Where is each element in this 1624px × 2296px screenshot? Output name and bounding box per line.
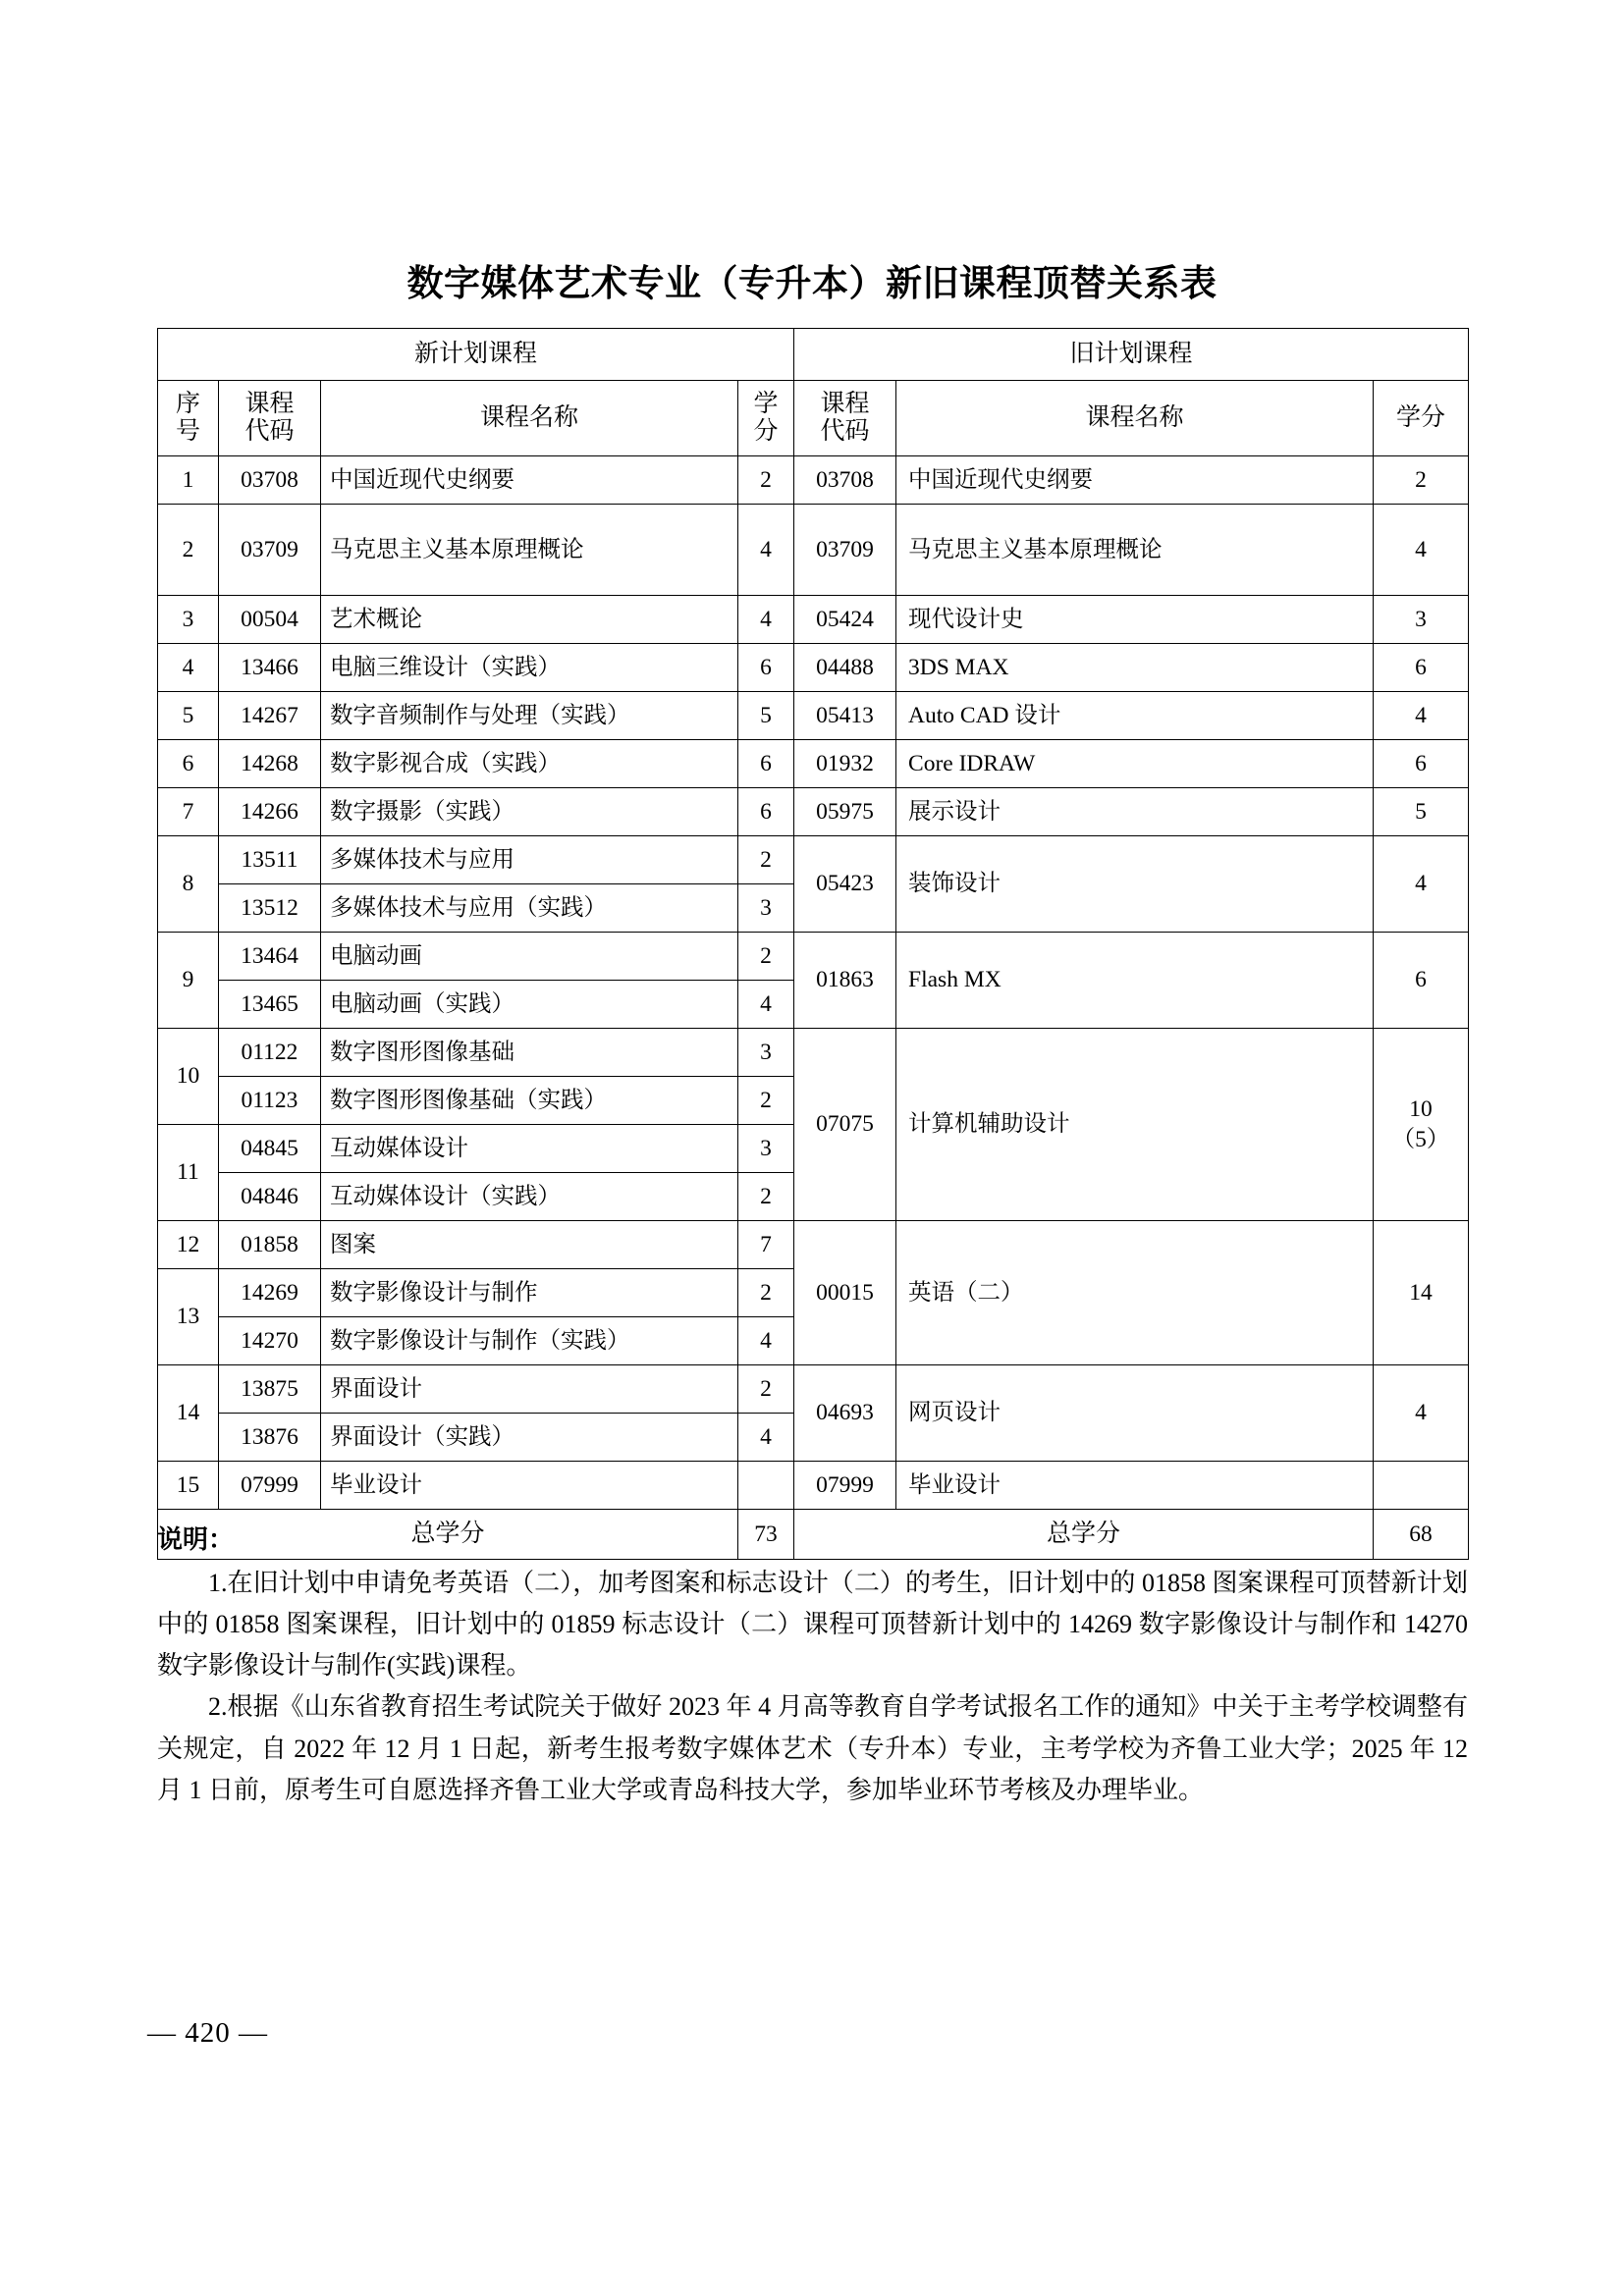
new-course-name: 电脑动画	[321, 933, 738, 981]
new-course-name: 互动媒体设计（实践）	[321, 1173, 738, 1221]
new-course-name: 数字摄影（实践）	[321, 788, 738, 836]
old-course-name: 网页设计	[896, 1365, 1374, 1462]
row-sequence-number: 6	[158, 740, 219, 788]
table-row	[158, 740, 1469, 788]
new-course-code: 13466	[219, 644, 321, 692]
new-course-credit: 2	[738, 456, 794, 505]
old-course-name: 中国近现代史纲要	[896, 456, 1374, 505]
new-course-code: 13876	[219, 1414, 321, 1462]
table-row	[158, 644, 1469, 692]
new-course-credit: 6	[738, 644, 794, 692]
row-sequence-number: 3	[158, 596, 219, 644]
old-course-code: 07999	[794, 1462, 896, 1510]
table-group-header-row	[158, 329, 1469, 381]
new-course-credit: 7	[738, 1221, 794, 1269]
new-course-code: 13464	[219, 933, 321, 981]
row-sequence-number: 13	[158, 1269, 219, 1365]
col-header-seq	[158, 381, 219, 456]
old-course-credit: 4	[1374, 836, 1469, 933]
new-course-code: 04846	[219, 1173, 321, 1221]
col-header-old-code-text: 课程 代码	[820, 391, 870, 445]
table-row	[158, 1365, 1469, 1414]
old-course-code: 05424	[794, 596, 896, 644]
table-row	[158, 836, 1469, 884]
new-course-credit: 4	[738, 1317, 794, 1365]
old-course-credit	[1374, 1462, 1469, 1510]
new-course-name: 艺术概论	[321, 596, 738, 644]
col-header-new-credit-text: 学 分	[753, 391, 779, 445]
new-course-name: 数字图形图像基础	[321, 1029, 738, 1077]
col-header-new-name: 课程名称	[321, 381, 738, 456]
row-sequence-number: 4	[158, 644, 219, 692]
note-item-2: 2.根据《山东省教育招生考试院关于做好 2023 年 4 月高等教育自学考试报名工作的通知》中关于主考学校调整有关规定，自 2022 年 12 月 1 日起，新考生报考数字媒体艺术（专升本）专业，主考学校为齐鲁工业大学；2025 年 12 月 1 日前，原考生可自愿选择齐鲁工业大学或青岛科技大学，参加毕业环节考核及办理毕业。	[157, 1692, 1468, 1804]
new-course-name: 数字影视合成（实践）	[321, 740, 738, 788]
old-course-code: 04488	[794, 644, 896, 692]
old-course-code: 03709	[794, 505, 896, 596]
row-sequence-number: 5	[158, 692, 219, 740]
row-sequence-number: 12	[158, 1221, 219, 1269]
new-course-code: 13875	[219, 1365, 321, 1414]
table-row	[158, 692, 1469, 740]
table-row	[158, 1462, 1469, 1510]
new-course-code: 01123	[219, 1077, 321, 1125]
old-course-credit: 14	[1374, 1221, 1469, 1365]
old-course-name: 现代设计史	[896, 596, 1374, 644]
col-header-old-code	[794, 381, 896, 456]
old-course-credit: 3	[1374, 596, 1469, 644]
row-sequence-number: 2	[158, 505, 219, 596]
table-row	[158, 456, 1469, 505]
old-course-credit: 10 （5）	[1374, 1029, 1469, 1221]
new-course-name: 图案	[321, 1221, 738, 1269]
old-course-name: Core IDRAW	[896, 740, 1374, 788]
group-header-old-plan: 旧计划课程	[794, 329, 1469, 381]
row-sequence-number: 11	[158, 1125, 219, 1221]
new-course-credit: 5	[738, 692, 794, 740]
new-course-code: 14268	[219, 740, 321, 788]
new-course-credit: 4	[738, 596, 794, 644]
old-course-credit: 2	[1374, 456, 1469, 505]
new-course-code: 03708	[219, 456, 321, 505]
new-course-credit: 2	[738, 1365, 794, 1414]
group-header-new-plan: 新计划课程	[158, 329, 794, 381]
new-course-code: 13465	[219, 981, 321, 1029]
new-course-code: 01858	[219, 1221, 321, 1269]
new-course-credit: 2	[738, 1269, 794, 1317]
new-course-code: 07999	[219, 1462, 321, 1510]
col-header-new-credit	[738, 381, 794, 456]
new-course-code: 03709	[219, 505, 321, 596]
new-course-credit	[738, 1462, 794, 1510]
new-course-credit: 3	[738, 1029, 794, 1077]
new-course-name: 数字音频制作与处理（实践）	[321, 692, 738, 740]
course-substitution-table	[157, 328, 1469, 1560]
old-course-credit: 6	[1374, 740, 1469, 788]
new-course-credit: 6	[738, 740, 794, 788]
old-course-credit: 4	[1374, 692, 1469, 740]
new-course-credit: 2	[738, 933, 794, 981]
old-course-name: 3DS MAX	[896, 644, 1374, 692]
table-row	[158, 788, 1469, 836]
old-course-name: 装饰设计	[896, 836, 1374, 933]
old-course-code: 04693	[794, 1365, 896, 1462]
col-header-old-credit-text: 学分	[1396, 404, 1446, 431]
col-header-old-credit	[1374, 381, 1469, 456]
old-course-code: 01863	[794, 933, 896, 1029]
new-course-code: 14269	[219, 1269, 321, 1317]
new-course-code: 01122	[219, 1029, 321, 1077]
table-column-header-row	[158, 381, 1469, 456]
old-course-code: 00015	[794, 1221, 896, 1365]
new-course-credit: 4	[738, 981, 794, 1029]
table-row	[158, 1221, 1469, 1269]
total-new-credit: 73	[738, 1510, 794, 1560]
table-row	[158, 505, 1469, 596]
row-sequence-number: 1	[158, 456, 219, 505]
col-header-new-code-text: 课程 代码	[244, 391, 295, 445]
old-course-credit: 6	[1374, 933, 1469, 1029]
new-course-code: 14266	[219, 788, 321, 836]
new-course-name: 界面设计	[321, 1365, 738, 1414]
new-course-name: 互动媒体设计	[321, 1125, 738, 1173]
new-course-name: 数字影像设计与制作	[321, 1269, 738, 1317]
col-header-old-name: 课程名称	[896, 381, 1374, 456]
old-course-name: 英语（二）	[896, 1221, 1374, 1365]
new-course-name: 数字影像设计与制作（实践）	[321, 1317, 738, 1365]
row-sequence-number: 15	[158, 1462, 219, 1510]
new-course-name: 中国近现代史纲要	[321, 456, 738, 505]
new-course-name: 马克思主义基本原理概论	[321, 505, 738, 596]
new-course-credit: 2	[738, 836, 794, 884]
new-course-credit: 3	[738, 1125, 794, 1173]
new-course-code: 04845	[219, 1125, 321, 1173]
old-course-code: 01932	[794, 740, 896, 788]
old-course-credit: 5	[1374, 788, 1469, 836]
new-course-code: 13512	[219, 884, 321, 933]
old-course-code: 05975	[794, 788, 896, 836]
old-course-name: Flash MX	[896, 933, 1374, 1029]
col-header-new-code	[219, 381, 321, 456]
new-course-credit: 3	[738, 884, 794, 933]
new-course-name: 电脑三维设计（实践）	[321, 644, 738, 692]
total-old-label: 总学分	[794, 1510, 1374, 1560]
new-course-credit: 2	[738, 1077, 794, 1125]
total-old-credit: 68	[1374, 1510, 1469, 1560]
new-course-name: 毕业设计	[321, 1462, 738, 1510]
table-row	[158, 596, 1469, 644]
row-sequence-number: 10	[158, 1029, 219, 1125]
row-sequence-number: 7	[158, 788, 219, 836]
old-course-credit: 4	[1374, 1365, 1469, 1462]
new-course-code: 00504	[219, 596, 321, 644]
new-course-credit: 6	[738, 788, 794, 836]
new-course-name: 数字图形图像基础（实践）	[321, 1077, 738, 1125]
old-course-code: 05413	[794, 692, 896, 740]
new-course-code: 14267	[219, 692, 321, 740]
old-course-code: 03708	[794, 456, 896, 505]
new-course-name: 多媒体技术与应用（实践）	[321, 884, 738, 933]
new-course-credit: 4	[738, 505, 794, 596]
old-course-name: 马克思主义基本原理概论	[896, 505, 1374, 596]
old-course-name: 计算机辅助设计	[896, 1029, 1374, 1221]
new-course-name: 界面设计（实践）	[321, 1414, 738, 1462]
new-course-code: 14270	[219, 1317, 321, 1365]
row-sequence-number: 8	[158, 836, 219, 933]
page-number: — 420 —	[147, 2017, 268, 2049]
old-course-name: 展示设计	[896, 788, 1374, 836]
new-course-credit: 2	[738, 1173, 794, 1221]
row-sequence-number: 14	[158, 1365, 219, 1462]
old-course-credit: 6	[1374, 644, 1469, 692]
table-row	[158, 933, 1469, 981]
new-course-name: 电脑动画（实践）	[321, 981, 738, 1029]
col-header-seq-text: 序 号	[175, 391, 200, 445]
new-course-name: 多媒体技术与应用	[321, 836, 738, 884]
note-item-1: 1.在旧计划中申请免考英语（二），加考图案和标志设计（二）的考生，旧计划中的 01858 图案课程可顶替新计划中的 01858 图案课程，旧计划中的 01859 标志设计（二）课程可顶替新计划中的 14269 数字影像设计与制作和 14270 数字影像设计与制作(实践)课程。	[157, 1569, 1468, 1681]
old-course-name: 毕业设计	[896, 1462, 1374, 1510]
notes-heading: 说明：	[157, 1525, 235, 1554]
old-course-credit: 4	[1374, 505, 1469, 596]
old-course-code: 07075	[794, 1029, 896, 1221]
table-row	[158, 1029, 1469, 1077]
page-title: 数字媒体艺术专业（专升本）新旧课程顶替关系表	[406, 264, 1218, 304]
total-new-label: 总学分	[158, 1510, 738, 1560]
old-course-name: Auto CAD 设计	[896, 692, 1374, 740]
new-course-credit: 4	[738, 1414, 794, 1462]
row-sequence-number: 9	[158, 933, 219, 1029]
notes-section	[157, 1520, 1468, 1811]
old-course-code: 05423	[794, 836, 896, 933]
new-course-code: 13511	[219, 836, 321, 884]
